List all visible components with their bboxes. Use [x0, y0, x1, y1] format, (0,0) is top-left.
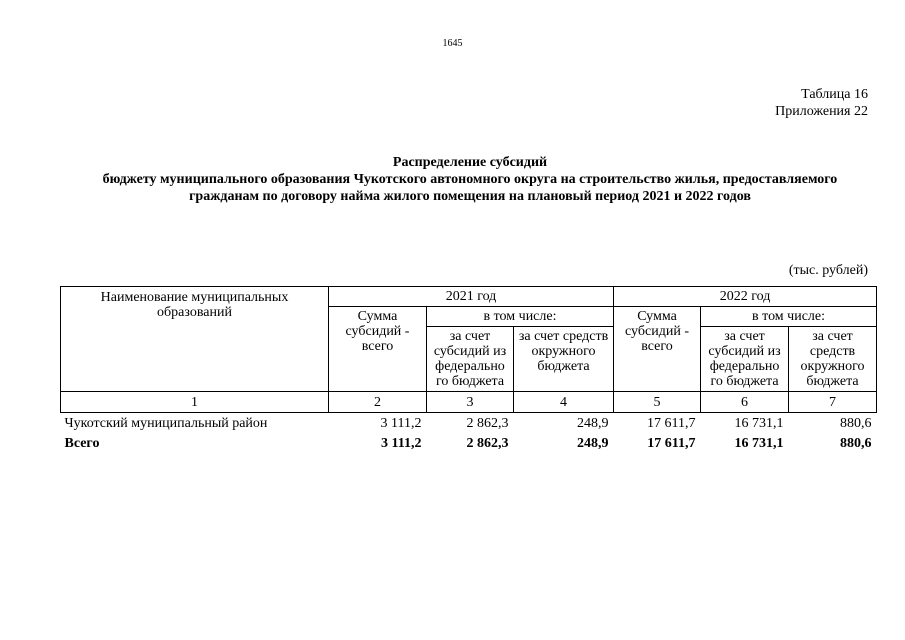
column-number-row	[61, 392, 877, 413]
header-including-2021: в том числе:	[427, 307, 614, 327]
cell-federal-2022: 16 731,1	[734, 416, 784, 431]
table-reference	[775, 86, 868, 120]
header-federal-2021: за счет субсидий из федерально го бюджета	[427, 327, 514, 392]
row-municipality-name: Чукотский муниципальный район	[64, 416, 268, 431]
cell-federal-2022: 16 731,1	[734, 436, 784, 451]
cell-federal-2021: 2 862,3	[466, 416, 509, 431]
document-title	[40, 154, 900, 205]
cell-federal-2021: 2 862,3	[466, 436, 509, 451]
header-including-2022: в том числе:	[701, 307, 877, 327]
title-line-1: Распределение субсидий	[392, 155, 548, 170]
header-regional-2022: за счет средств окружного бюджета	[789, 327, 877, 392]
title-line-2: бюджету муниципального образования Чукотского автономного округа на строительство жилья, предоставляемого	[102, 172, 838, 187]
column-number: 5	[614, 392, 701, 413]
header-row-years	[61, 287, 877, 307]
subsidy-table	[60, 286, 877, 453]
header-municipality: Наименование муниципальных образований	[61, 287, 329, 392]
units-label: (тыс. рублей)	[788, 263, 868, 278]
column-number: 6	[701, 392, 789, 413]
page-number: 1645	[442, 38, 463, 49]
header-regional-2021: за счет средств окружного бюджета	[514, 327, 614, 392]
table-row	[61, 413, 877, 434]
header-year-2021: 2021 год	[329, 287, 614, 307]
total-row	[61, 433, 877, 453]
cell-regional-2021: 248,9	[577, 436, 609, 451]
column-number: 4	[514, 392, 614, 413]
header-federal-2022: за счет субсидий из федерально го бюджета	[701, 327, 789, 392]
cell-sum-2022: 17 611,7	[647, 416, 696, 431]
column-number: 2	[329, 392, 427, 413]
header-sum-2022: Сумма субсидий - всего	[614, 307, 701, 392]
cell-sum-2022: 17 611,7	[647, 436, 696, 451]
cell-sum-2021: 3 111,2	[381, 436, 422, 451]
appendix-number: Приложения 22	[775, 104, 868, 119]
cell-regional-2021: 248,9	[577, 416, 609, 431]
cell-regional-2022: 880,6	[840, 416, 872, 431]
cell-regional-2022: 880,6	[840, 436, 872, 451]
header-sum-2021: Сумма субсидий - всего	[329, 307, 427, 392]
title-line-3: гражданам по договору найма жилого помещения на плановый период 2021 и 2022 годов	[189, 189, 751, 204]
column-number: 3	[427, 392, 514, 413]
table-number: Таблица 16	[801, 87, 868, 102]
cell-sum-2021: 3 111,2	[380, 416, 422, 431]
column-number: 7	[789, 392, 877, 413]
header-year-2022: 2022 год	[614, 287, 877, 307]
row-total-label: Всего	[64, 436, 100, 451]
column-number: 1	[61, 392, 329, 413]
